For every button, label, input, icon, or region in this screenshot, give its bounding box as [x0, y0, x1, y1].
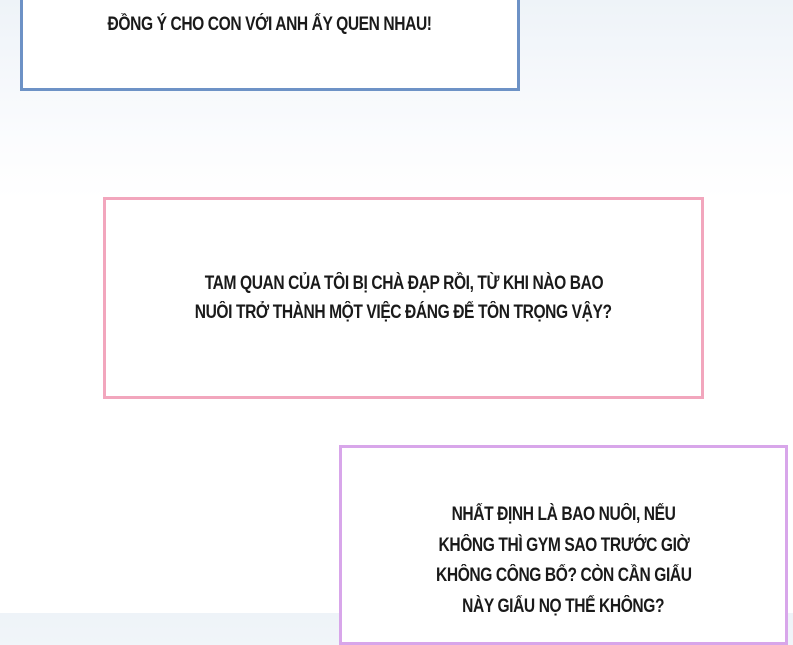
- dialogue-line: KHÔNG CÔNG BỐ? CÒN CẦN GIẤU: [435, 565, 692, 586]
- speech-box-purple: [339, 445, 788, 645]
- dialogue-line: TAM QUAN CỦA TÔI BỊ CHÀ ĐẠP RỒI, TỪ KHI NÀO BAO: [204, 273, 603, 294]
- dialogue-line: KHÔNG THÌ GYM SAO TRƯỚC GIỜ: [438, 534, 689, 556]
- dialogue-line: ĐỒNG Ý CHO CON VỚI ANH ẤY QUEN NHAU!: [107, 14, 433, 35]
- speech-box-pink: [103, 197, 704, 399]
- speech-box-blue: [20, 0, 520, 91]
- dialogue-line: NÀY GIẤU NỌ THẾ KHÔNG?: [462, 595, 665, 617]
- dialogue-line: NUÔI TRỞ THÀNH MỘT VIỆC ĐÁNG ĐỂ TÔN TRỌNG VẬY?: [195, 302, 612, 323]
- dialogue-line: NHẤT ĐỊNH LÀ BAO NUÔI, NẾU: [451, 504, 676, 525]
